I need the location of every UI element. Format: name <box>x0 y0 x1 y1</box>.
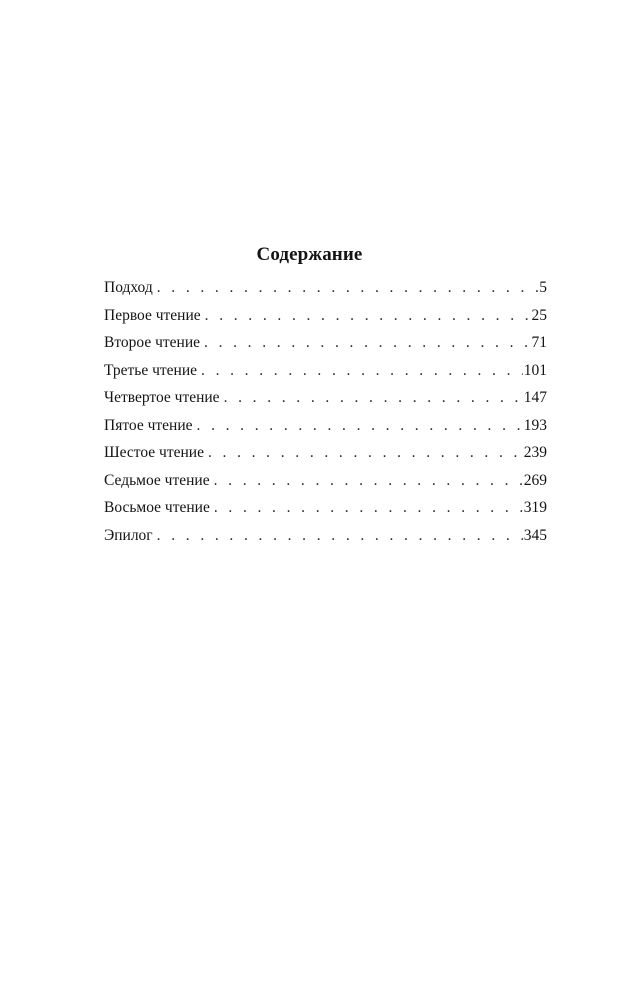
dot-leader <box>214 471 523 491</box>
toc-title: Содержание <box>256 243 363 265</box>
toc-entry-third-reading[interactable] <box>104 361 547 389</box>
dot-leader <box>197 416 523 436</box>
toc-entry-page-number: 319 <box>523 499 547 516</box>
toc-entry-label: Эпилог <box>104 526 153 544</box>
dot-leader <box>201 361 523 381</box>
toc-entry-page-number: 345 <box>523 526 547 544</box>
toc-entry-page-number: 5 <box>539 279 547 296</box>
dot-leader <box>208 443 523 463</box>
toc-entry-page-number: 71 <box>531 334 547 351</box>
toc-entry-label: Подход <box>104 279 153 296</box>
dot-leader <box>157 526 523 546</box>
toc-entry-label: Первое чтение <box>104 306 201 324</box>
dot-leader <box>224 388 523 408</box>
toc-entry-label: Третье чтение <box>104 361 198 379</box>
toc-entry-second-reading[interactable] <box>104 333 547 361</box>
toc-entry-epilogue[interactable] <box>104 526 547 554</box>
toc-entry-page-number: 193 <box>523 416 547 434</box>
toc-entry-page-number: 269 <box>523 471 547 489</box>
toc-entry-label: Четвертое чтение <box>104 389 220 406</box>
toc-entry-approach[interactable] <box>104 278 547 306</box>
toc-entry-fourth-reading[interactable] <box>104 388 547 416</box>
dot-leader <box>157 278 539 298</box>
toc-entry-label: Седьмое чтение <box>104 471 210 489</box>
toc-entry-label: Второе чтение <box>104 334 201 351</box>
toc-entry-page-number: 25 <box>531 306 547 324</box>
toc-entry-label: Шестое чтение <box>104 444 204 461</box>
toc-entry-label: Пятое чтение <box>104 416 193 434</box>
dot-leader <box>214 498 523 518</box>
toc-list <box>104 278 547 553</box>
toc-entry-seventh-reading[interactable] <box>104 471 547 499</box>
toc-entry-page-number: 147 <box>523 389 547 406</box>
dot-leader <box>205 306 531 326</box>
toc-entry-sixth-reading[interactable] <box>104 443 547 471</box>
toc-entry-page-number: 101 <box>523 361 547 379</box>
toc-entry-first-reading[interactable] <box>104 306 547 334</box>
toc-entry-label: Восьмое чтение <box>104 499 210 516</box>
dot-leader <box>204 333 530 353</box>
toc-entry-fifth-reading[interactable] <box>104 416 547 444</box>
toc-entry-eighth-reading[interactable] <box>104 498 547 526</box>
toc-entry-page-number: 239 <box>523 444 547 461</box>
